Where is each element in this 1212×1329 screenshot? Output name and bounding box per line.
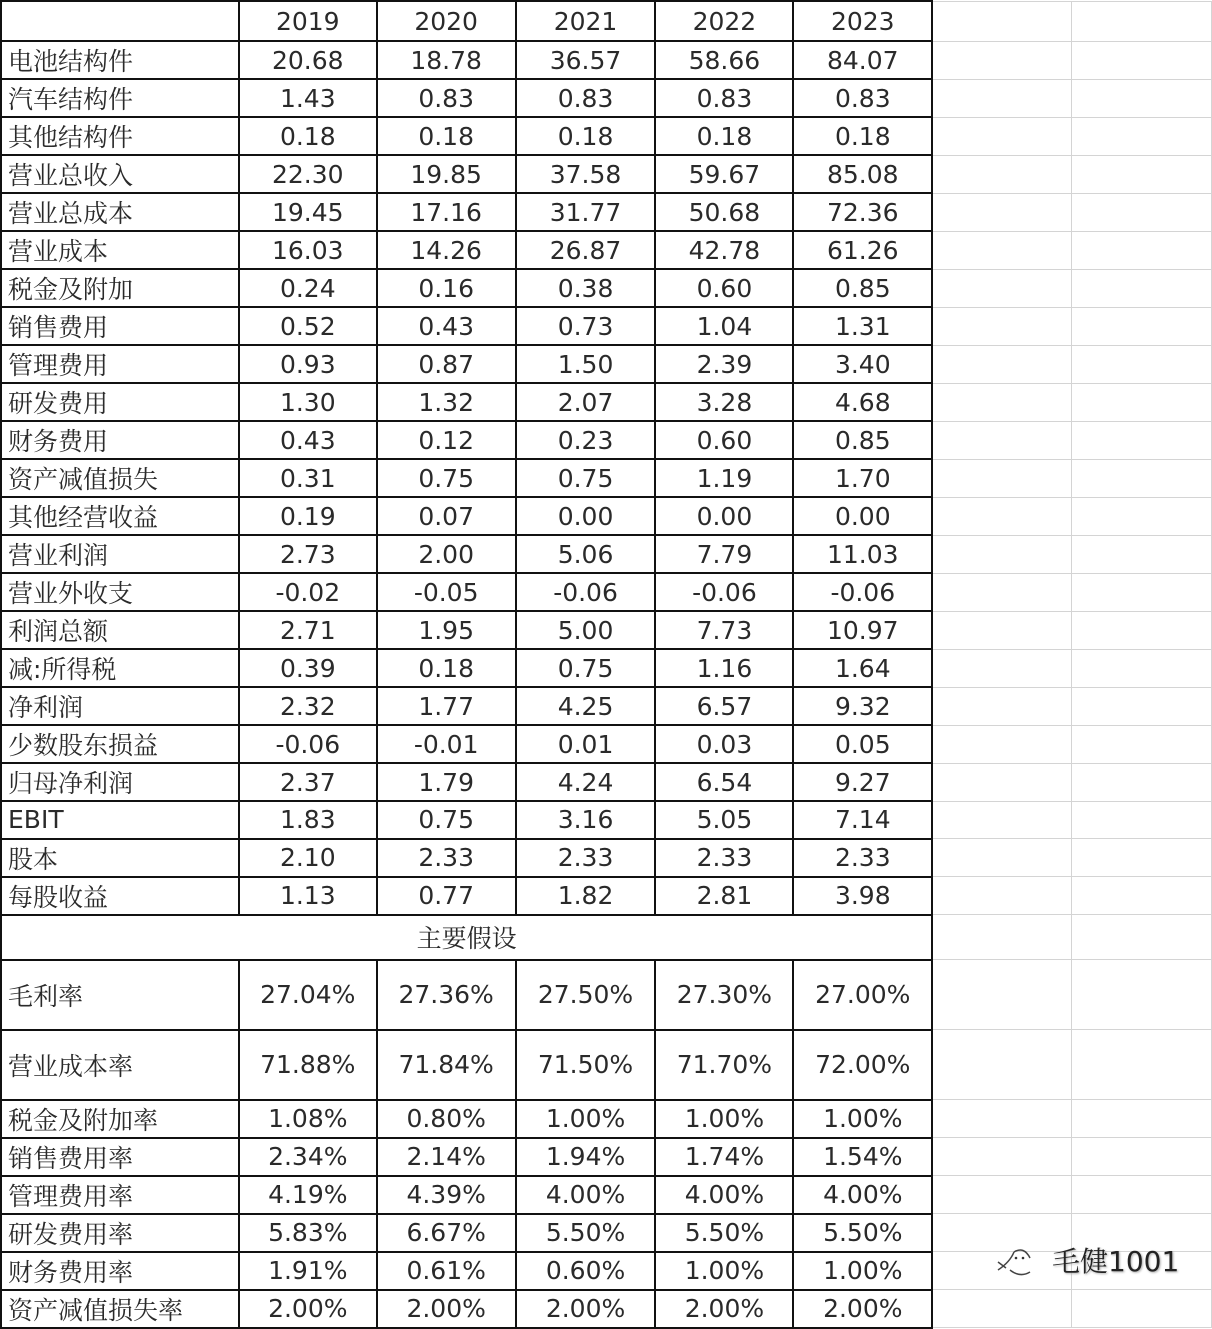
empty-cell[interactable] — [1072, 763, 1212, 801]
empty-cell[interactable] — [932, 79, 1072, 117]
row-label-cell[interactable]: 毛利率 — [1, 960, 239, 1030]
table-row — [1, 307, 1212, 345]
section-row — [1, 915, 1212, 960]
empty-cell[interactable] — [932, 1, 1072, 41]
value-cell[interactable]: 0.87 — [377, 345, 516, 383]
value-cell[interactable]: -0.06 — [793, 573, 932, 611]
empty-cell[interactable] — [932, 801, 1072, 839]
value-cell[interactable]: 5.06 — [516, 535, 656, 573]
assumption-row — [1, 1138, 1212, 1176]
row-label-cell[interactable]: 营业利润 — [1, 535, 239, 573]
value-cell[interactable]: 31.77 — [516, 193, 656, 231]
value-cell[interactable]: 16.03 — [239, 231, 377, 269]
value-cell[interactable]: 5.50% — [516, 1214, 656, 1252]
value-cell[interactable]: 1.43 — [239, 79, 377, 117]
value-cell[interactable]: 9.32 — [793, 687, 932, 725]
empty-cell[interactable] — [932, 1176, 1072, 1214]
table-row — [1, 535, 1212, 573]
value-cell[interactable]: 4.39% — [377, 1176, 516, 1214]
value-cell[interactable]: 71.84% — [377, 1030, 516, 1100]
value-cell[interactable]: 0.75 — [516, 649, 656, 687]
empty-cell[interactable] — [1072, 307, 1212, 345]
row-label-cell[interactable]: 少数股东损益 — [1, 725, 239, 763]
empty-cell[interactable] — [932, 611, 1072, 649]
empty-cell[interactable] — [1072, 155, 1212, 193]
value-cell[interactable]: 4.24 — [516, 763, 656, 801]
empty-cell[interactable] — [1072, 1290, 1212, 1328]
value-cell[interactable]: 6.54 — [655, 763, 793, 801]
table-row — [1, 877, 1212, 915]
empty-cell[interactable] — [932, 421, 1072, 459]
table-row — [1, 649, 1212, 687]
value-cell[interactable]: 1.94% — [516, 1138, 656, 1176]
row-label-cell[interactable]: 销售费用 — [1, 307, 239, 345]
value-cell[interactable]: 5.50% — [793, 1214, 932, 1252]
value-cell[interactable]: 0.00 — [793, 497, 932, 535]
table-row — [1, 611, 1212, 649]
value-cell[interactable]: 1.77 — [377, 687, 516, 725]
value-cell[interactable]: 2.14% — [377, 1138, 516, 1176]
table-row — [1, 801, 1212, 839]
value-cell[interactable]: 1.74% — [655, 1138, 793, 1176]
empty-cell[interactable] — [1072, 1100, 1212, 1138]
empty-cell[interactable] — [1072, 459, 1212, 497]
empty-cell[interactable] — [1072, 649, 1212, 687]
value-cell[interactable]: 0.73 — [516, 307, 656, 345]
value-cell[interactable]: 2.33 — [516, 839, 656, 877]
value-cell[interactable]: 1.82 — [516, 877, 656, 915]
value-cell[interactable]: 0.18 — [377, 649, 516, 687]
value-cell[interactable]: 0.18 — [516, 117, 656, 155]
value-cell[interactable]: 1.16 — [655, 649, 793, 687]
value-cell[interactable]: 0.38 — [516, 269, 656, 307]
value-cell[interactable]: 42.78 — [655, 231, 793, 269]
value-cell[interactable]: 0.18 — [377, 117, 516, 155]
row-label-cell[interactable]: 股本 — [1, 839, 239, 877]
value-cell[interactable]: 5.00 — [516, 611, 656, 649]
value-cell[interactable]: -0.06 — [516, 573, 656, 611]
row-label-cell[interactable]: 减:所得税 — [1, 649, 239, 687]
empty-cell[interactable] — [932, 649, 1072, 687]
row-label-cell[interactable]: 每股收益 — [1, 877, 239, 915]
empty-cell[interactable] — [932, 231, 1072, 269]
value-cell[interactable]: 1.00% — [516, 1100, 656, 1138]
table-row — [1, 383, 1212, 421]
value-cell[interactable]: 5.50% — [655, 1214, 793, 1252]
empty-cell[interactable] — [1072, 687, 1212, 725]
value-cell[interactable]: 1.13 — [239, 877, 377, 915]
row-label-cell[interactable]: 销售费用率 — [1, 1138, 239, 1176]
value-cell[interactable]: 72.36 — [793, 193, 932, 231]
value-cell[interactable]: 1.08% — [239, 1100, 377, 1138]
empty-cell[interactable] — [932, 1138, 1072, 1176]
empty-cell[interactable] — [932, 41, 1072, 79]
empty-cell[interactable] — [932, 839, 1072, 877]
value-cell[interactable]: 71.70% — [655, 1030, 793, 1100]
assumption-row — [1, 960, 1212, 1030]
empty-cell[interactable] — [932, 117, 1072, 155]
value-cell[interactable]: 0.61% — [377, 1252, 516, 1290]
value-cell[interactable]: 2021 — [516, 1, 656, 41]
row-label-cell[interactable]: 电池结构件 — [1, 41, 239, 79]
value-cell[interactable]: 0.52 — [239, 307, 377, 345]
value-cell[interactable]: 0.75 — [377, 801, 516, 839]
value-cell[interactable]: 19.85 — [377, 155, 516, 193]
empty-cell[interactable] — [932, 877, 1072, 915]
row-label-cell[interactable]: 其他经营收益 — [1, 497, 239, 535]
value-cell[interactable]: 2.34% — [239, 1138, 377, 1176]
empty-cell[interactable] — [1072, 383, 1212, 421]
fish-logo-icon — [990, 1240, 1038, 1280]
value-cell[interactable]: 2.73 — [239, 535, 377, 573]
empty-cell[interactable] — [1072, 1030, 1212, 1100]
empty-cell[interactable] — [1072, 421, 1212, 459]
value-cell[interactable]: 2.33 — [655, 839, 793, 877]
empty-cell[interactable] — [1072, 839, 1212, 877]
value-cell[interactable]: 1.00% — [655, 1252, 793, 1290]
table-row — [1, 687, 1212, 725]
empty-cell[interactable] — [1072, 117, 1212, 155]
value-cell[interactable]: 1.31 — [793, 307, 932, 345]
row-label-cell[interactable]: 资产减值损失 — [1, 459, 239, 497]
value-cell[interactable]: 0.00 — [516, 497, 656, 535]
value-cell[interactable]: 1.91% — [239, 1252, 377, 1290]
watermark — [990, 1240, 1179, 1280]
value-cell[interactable]: 0.31 — [239, 459, 377, 497]
value-cell[interactable]: 1.95 — [377, 611, 516, 649]
value-cell[interactable]: 1.50 — [516, 345, 656, 383]
value-cell[interactable]: 0.83 — [516, 79, 656, 117]
value-cell[interactable]: 11.03 — [793, 535, 932, 573]
value-cell[interactable]: 1.64 — [793, 649, 932, 687]
value-cell[interactable]: 19.45 — [239, 193, 377, 231]
row-label-cell[interactable]: 其他结构件 — [1, 117, 239, 155]
row-label-cell[interactable]: 营业总收入 — [1, 155, 239, 193]
value-cell[interactable]: 5.83% — [239, 1214, 377, 1252]
value-cell[interactable]: 0.75 — [377, 459, 516, 497]
row-label-cell[interactable]: 利润总额 — [1, 611, 239, 649]
row-label-cell[interactable]: 营业成本 — [1, 231, 239, 269]
value-cell[interactable]: -0.05 — [377, 573, 516, 611]
header-row — [1, 1, 1212, 41]
value-cell[interactable]: 1.83 — [239, 801, 377, 839]
empty-cell[interactable] — [1072, 573, 1212, 611]
value-cell[interactable]: 0.83 — [793, 79, 932, 117]
value-cell[interactable]: 2019 — [239, 1, 377, 41]
assumption-row — [1, 1290, 1212, 1328]
value-cell[interactable]: 59.67 — [655, 155, 793, 193]
value-cell[interactable]: 27.50% — [516, 960, 656, 1030]
empty-cell[interactable] — [932, 1100, 1072, 1138]
row-label-cell[interactable]: 汽车结构件 — [1, 79, 239, 117]
value-cell[interactable]: 4.19% — [239, 1176, 377, 1214]
value-cell[interactable]: 0.24 — [239, 269, 377, 307]
value-cell[interactable]: 2.37 — [239, 763, 377, 801]
empty-cell[interactable] — [1072, 877, 1212, 915]
value-cell[interactable]: 2023 — [793, 1, 932, 41]
value-cell[interactable]: 7.79 — [655, 535, 793, 573]
empty-cell[interactable] — [932, 383, 1072, 421]
empty-cell[interactable] — [932, 725, 1072, 763]
value-cell[interactable]: 27.00% — [793, 960, 932, 1030]
value-cell[interactable]: 1.00% — [655, 1100, 793, 1138]
row-label-cell[interactable]: 资产减值损失率 — [1, 1290, 239, 1328]
empty-cell[interactable] — [932, 687, 1072, 725]
value-cell[interactable]: 9.27 — [793, 763, 932, 801]
value-cell[interactable]: 2.10 — [239, 839, 377, 877]
value-cell[interactable]: 2.00% — [516, 1290, 656, 1328]
value-cell[interactable]: 2.32 — [239, 687, 377, 725]
value-cell[interactable]: 2.00% — [239, 1290, 377, 1328]
empty-cell[interactable] — [932, 1290, 1072, 1328]
table-row — [1, 763, 1212, 801]
value-cell[interactable]: 1.00% — [793, 1100, 932, 1138]
value-cell[interactable]: 58.66 — [655, 41, 793, 79]
value-cell[interactable]: 1.54% — [793, 1138, 932, 1176]
row-label-cell[interactable]: 管理费用 — [1, 345, 239, 383]
value-cell[interactable]: 0.60% — [516, 1252, 656, 1290]
table-row — [1, 497, 1212, 535]
value-cell[interactable]: 5.05 — [655, 801, 793, 839]
value-cell[interactable]: 4.00% — [793, 1176, 932, 1214]
value-cell[interactable]: 10.97 — [793, 611, 932, 649]
table-row — [1, 421, 1212, 459]
value-cell[interactable]: -0.06 — [239, 725, 377, 763]
value-cell[interactable]: 0.18 — [655, 117, 793, 155]
value-cell[interactable]: 27.36% — [377, 960, 516, 1030]
value-cell[interactable]: 7.73 — [655, 611, 793, 649]
value-cell[interactable]: 3.98 — [793, 877, 932, 915]
value-cell[interactable]: 2.07 — [516, 383, 656, 421]
value-cell[interactable]: 27.04% — [239, 960, 377, 1030]
value-cell[interactable]: 1.79 — [377, 763, 516, 801]
value-cell[interactable]: 84.07 — [793, 41, 932, 79]
empty-cell[interactable] — [932, 763, 1072, 801]
value-cell[interactable]: 1.32 — [377, 383, 516, 421]
row-label-cell[interactable]: 税金及附加率 — [1, 1100, 239, 1138]
watermark-text: 毛健1001 — [1052, 1245, 1180, 1278]
value-cell[interactable]: 2.00% — [655, 1290, 793, 1328]
value-cell[interactable]: 0.03 — [655, 725, 793, 763]
value-cell[interactable]: 0.18 — [793, 117, 932, 155]
row-label-cell[interactable]: 财务费用 — [1, 421, 239, 459]
value-cell[interactable]: 4.00% — [516, 1176, 656, 1214]
table-row — [1, 231, 1212, 269]
value-cell[interactable]: 2.81 — [655, 877, 793, 915]
section-title[interactable]: 主要假设 — [1, 915, 932, 960]
empty-cell[interactable] — [1072, 1176, 1212, 1214]
value-cell[interactable]: 0.60 — [655, 269, 793, 307]
value-cell[interactable]: 0.00 — [655, 497, 793, 535]
row-label-cell[interactable]: 税金及附加 — [1, 269, 239, 307]
empty-cell[interactable] — [932, 307, 1072, 345]
value-cell[interactable]: 3.16 — [516, 801, 656, 839]
value-cell[interactable]: 27.30% — [655, 960, 793, 1030]
value-cell[interactable]: 2.33 — [377, 839, 516, 877]
value-cell[interactable]: 2.33 — [793, 839, 932, 877]
row-label-cell[interactable]: 管理费用率 — [1, 1176, 239, 1214]
empty-cell[interactable] — [932, 459, 1072, 497]
table-row — [1, 193, 1212, 231]
row-label-cell[interactable] — [1, 1, 239, 41]
empty-cell[interactable] — [1072, 1, 1212, 41]
value-cell[interactable]: 1.19 — [655, 459, 793, 497]
table-row — [1, 725, 1212, 763]
table-row — [1, 269, 1212, 307]
empty-cell[interactable] — [1072, 915, 1212, 960]
empty-cell[interactable] — [1072, 41, 1212, 79]
empty-cell[interactable] — [932, 155, 1072, 193]
table-row — [1, 459, 1212, 497]
empty-cell[interactable] — [1072, 345, 1212, 383]
row-label-cell[interactable]: 研发费用 — [1, 383, 239, 421]
empty-cell[interactable] — [932, 193, 1072, 231]
value-cell[interactable]: 0.77 — [377, 877, 516, 915]
value-cell[interactable]: 3.40 — [793, 345, 932, 383]
value-cell[interactable]: 2.00% — [377, 1290, 516, 1328]
table-row — [1, 41, 1212, 79]
value-cell[interactable]: 2.39 — [655, 345, 793, 383]
assumption-row — [1, 1100, 1212, 1138]
value-cell[interactable]: 2.00% — [793, 1290, 932, 1328]
value-cell[interactable]: 1.00% — [793, 1252, 932, 1290]
empty-cell[interactable] — [1072, 193, 1212, 231]
value-cell[interactable]: 71.50% — [516, 1030, 656, 1100]
value-cell[interactable]: 2.00 — [377, 535, 516, 573]
empty-cell[interactable] — [1072, 1138, 1212, 1176]
value-cell[interactable]: 61.26 — [793, 231, 932, 269]
value-cell[interactable]: 18.78 — [377, 41, 516, 79]
value-cell[interactable]: 36.57 — [516, 41, 656, 79]
value-cell[interactable]: 71.88% — [239, 1030, 377, 1100]
value-cell[interactable]: 6.57 — [655, 687, 793, 725]
value-cell[interactable]: 26.87 — [516, 231, 656, 269]
row-label-cell[interactable]: 营业总成本 — [1, 193, 239, 231]
table-row — [1, 155, 1212, 193]
empty-cell[interactable] — [1072, 801, 1212, 839]
row-label-cell[interactable]: EBIT — [1, 801, 239, 839]
value-cell[interactable]: 0.18 — [239, 117, 377, 155]
value-cell[interactable]: -0.06 — [655, 573, 793, 611]
row-label-cell[interactable]: 归母净利润 — [1, 763, 239, 801]
empty-cell[interactable] — [1072, 79, 1212, 117]
empty-cell[interactable] — [932, 497, 1072, 535]
value-cell[interactable]: 2.71 — [239, 611, 377, 649]
value-cell[interactable]: 0.01 — [516, 725, 656, 763]
value-cell[interactable]: 0.05 — [793, 725, 932, 763]
value-cell[interactable]: 0.75 — [516, 459, 656, 497]
value-cell[interactable]: 22.30 — [239, 155, 377, 193]
empty-cell[interactable] — [1072, 231, 1212, 269]
empty-cell[interactable] — [1072, 535, 1212, 573]
table-row — [1, 79, 1212, 117]
row-label-cell[interactable]: 营业成本率 — [1, 1030, 239, 1100]
table-row — [1, 573, 1212, 611]
value-cell[interactable]: 2020 — [377, 1, 516, 41]
value-cell[interactable]: 0.60 — [655, 421, 793, 459]
value-cell[interactable]: 37.58 — [516, 155, 656, 193]
empty-cell[interactable] — [1072, 725, 1212, 763]
value-cell[interactable]: -0.01 — [377, 725, 516, 763]
value-cell[interactable]: 1.30 — [239, 383, 377, 421]
value-cell[interactable]: 0.07 — [377, 497, 516, 535]
value-cell[interactable]: 17.16 — [377, 193, 516, 231]
value-cell[interactable]: 3.28 — [655, 383, 793, 421]
value-cell[interactable]: 14.26 — [377, 231, 516, 269]
row-label-cell[interactable]: 财务费用率 — [1, 1252, 239, 1290]
value-cell[interactable]: 2022 — [655, 1, 793, 41]
value-cell[interactable]: 50.68 — [655, 193, 793, 231]
value-cell[interactable]: -0.02 — [239, 573, 377, 611]
value-cell[interactable]: 1.70 — [793, 459, 932, 497]
value-cell[interactable]: 4.68 — [793, 383, 932, 421]
empty-cell[interactable] — [932, 269, 1072, 307]
table-row — [1, 117, 1212, 155]
value-cell[interactable]: 0.12 — [377, 421, 516, 459]
value-cell[interactable]: 0.43 — [239, 421, 377, 459]
value-cell[interactable]: 4.00% — [655, 1176, 793, 1214]
assumption-row — [1, 1176, 1212, 1214]
empty-cell[interactable] — [932, 915, 1072, 960]
empty-cell[interactable] — [932, 535, 1072, 573]
value-cell[interactable]: 0.80% — [377, 1100, 516, 1138]
assumption-row — [1, 1030, 1212, 1100]
empty-cell[interactable] — [1072, 497, 1212, 535]
value-cell[interactable]: 0.83 — [655, 79, 793, 117]
empty-cell[interactable] — [1072, 611, 1212, 649]
value-cell[interactable]: 0.23 — [516, 421, 656, 459]
empty-cell[interactable] — [932, 1030, 1072, 1100]
value-cell[interactable]: 7.14 — [793, 801, 932, 839]
value-cell[interactable]: 1.04 — [655, 307, 793, 345]
empty-cell[interactable] — [1072, 269, 1212, 307]
value-cell[interactable]: 20.68 — [239, 41, 377, 79]
value-cell[interactable]: 0.43 — [377, 307, 516, 345]
value-cell[interactable]: 85.08 — [793, 155, 932, 193]
value-cell[interactable]: 0.83 — [377, 79, 516, 117]
empty-cell[interactable] — [932, 573, 1072, 611]
value-cell[interactable]: 72.00% — [793, 1030, 932, 1100]
table-row — [1, 839, 1212, 877]
empty-cell[interactable] — [1072, 960, 1212, 1030]
value-cell[interactable]: 0.39 — [239, 649, 377, 687]
row-label-cell[interactable]: 研发费用率 — [1, 1214, 239, 1252]
value-cell[interactable]: 0.16 — [377, 269, 516, 307]
value-cell[interactable]: 4.25 — [516, 687, 656, 725]
value-cell[interactable]: 0.85 — [793, 421, 932, 459]
value-cell[interactable]: 0.93 — [239, 345, 377, 383]
row-label-cell[interactable]: 营业外收支 — [1, 573, 239, 611]
table-row — [1, 345, 1212, 383]
empty-cell[interactable] — [932, 960, 1072, 1030]
empty-cell[interactable] — [932, 345, 1072, 383]
value-cell[interactable]: 6.67% — [377, 1214, 516, 1252]
row-label-cell[interactable]: 净利润 — [1, 687, 239, 725]
value-cell[interactable]: 0.19 — [239, 497, 377, 535]
value-cell[interactable]: 0.85 — [793, 269, 932, 307]
